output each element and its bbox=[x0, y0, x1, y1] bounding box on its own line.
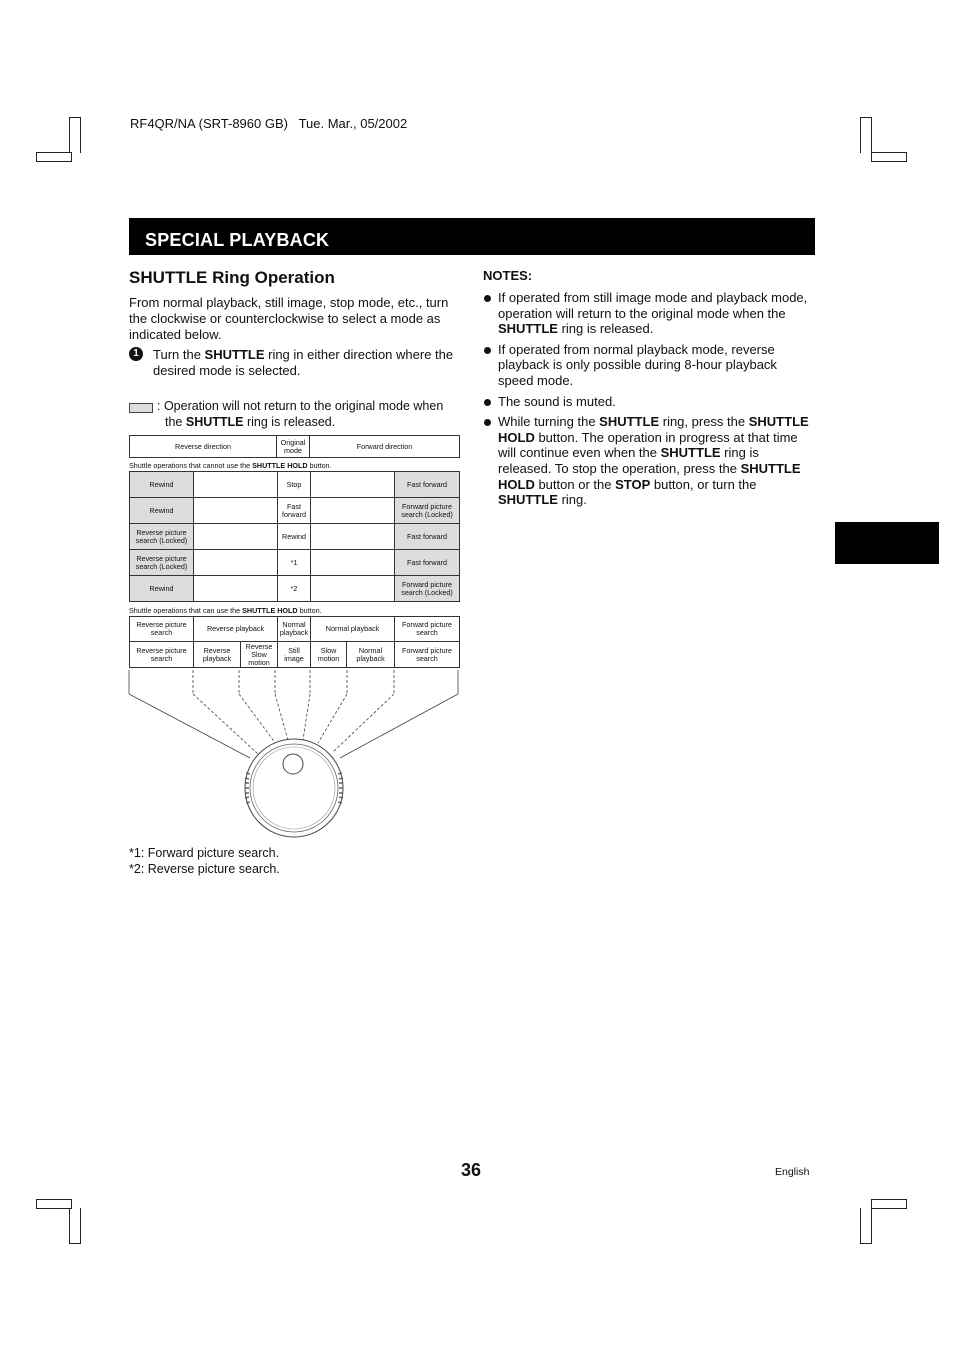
caption-no-hold: Shuttle operations that cannot use the SHUTTLE HOLD button. bbox=[129, 461, 332, 470]
table-cell: Reverse Slow motion bbox=[241, 642, 278, 668]
notes-title: NOTES: bbox=[483, 268, 533, 283]
no-hold-table bbox=[129, 471, 460, 602]
table-cell: Normal playback bbox=[278, 617, 311, 642]
table-cell: Fast forward bbox=[395, 472, 460, 498]
table-cell: Forward picture search (Locked) bbox=[395, 576, 460, 602]
table-cell bbox=[194, 576, 278, 602]
caption-hold: Shuttle operations that can use the SHUTTLE HOLD button. bbox=[129, 606, 322, 615]
note-item: If operated from still image mode and playback mode, operation will return to the original mode when the SHUTTLE ring is released. bbox=[483, 290, 815, 337]
table-cell: Stop bbox=[278, 472, 311, 498]
table-cell: Normal playback bbox=[347, 642, 395, 668]
footnote-2: *2: Reverse picture search. bbox=[129, 862, 280, 876]
crop-mark-bottom-right-v bbox=[860, 1208, 872, 1244]
table-cell: Reverse playback bbox=[194, 617, 278, 642]
step-number: 1 bbox=[129, 347, 143, 361]
document-id: RF4QR/NA (SRT-8960 GB) Tue. Mar., 05/2002 bbox=[130, 116, 408, 131]
hold-table bbox=[129, 616, 460, 668]
table-cell bbox=[311, 498, 395, 524]
page-number: 36 bbox=[461, 1160, 482, 1180]
note-item: The sound is muted. bbox=[483, 394, 815, 410]
page-title: SPECIAL PLAYBACK bbox=[145, 230, 330, 250]
table-cell: Reverse picture search bbox=[130, 617, 194, 642]
bullet-icon bbox=[484, 295, 491, 302]
legend-swatch bbox=[129, 403, 153, 413]
table-row bbox=[130, 617, 460, 642]
table-cell: Fast forward bbox=[278, 498, 311, 524]
table-cell: Forward picture search (Locked) bbox=[395, 498, 460, 524]
table-cell: Reverse playback bbox=[194, 642, 241, 668]
crop-mark-bottom-left-v bbox=[69, 1208, 81, 1244]
table-row bbox=[130, 576, 460, 602]
legend-text-2: the SHUTTLE ring is released. bbox=[165, 415, 336, 429]
table-row bbox=[130, 642, 460, 668]
bullet-icon bbox=[484, 399, 491, 406]
forward-direction-cell: Forward direction bbox=[310, 436, 460, 458]
footnote-1: *1: Forward picture search. bbox=[129, 846, 280, 860]
table-cell: Rewind bbox=[130, 498, 194, 524]
table-cell bbox=[194, 472, 278, 498]
table-cell: Fast forward bbox=[395, 550, 460, 576]
table-cell: Normal playback bbox=[311, 617, 395, 642]
table-row bbox=[130, 550, 460, 576]
chapter-tab bbox=[835, 522, 939, 564]
table-cell bbox=[311, 472, 395, 498]
table-cell: Still image bbox=[278, 642, 311, 668]
shuttle-ring-illustration bbox=[128, 668, 460, 843]
crop-mark-top-right-v bbox=[860, 117, 872, 153]
note-item: If operated from normal playback mode, reverse playback is only possible during 8-hour playback speed mode. bbox=[483, 342, 815, 389]
table-cell: Slow motion bbox=[311, 642, 347, 668]
step-text: Turn the SHUTTLE ring in either direction where the desired mode is selected. bbox=[153, 347, 454, 378]
table-cell bbox=[311, 550, 395, 576]
legend-text: : Operation will not return to the original mode when bbox=[157, 399, 444, 413]
table-cell: Forward picture search bbox=[395, 642, 460, 668]
direction-header-table bbox=[129, 435, 460, 458]
title-bar bbox=[129, 218, 815, 255]
reverse-direction-cell: Reverse direction bbox=[130, 436, 277, 458]
table-cell bbox=[311, 524, 395, 550]
table-cell bbox=[194, 550, 278, 576]
notes-list bbox=[483, 290, 815, 513]
table-cell bbox=[194, 524, 278, 550]
table-cell: Reverse picture search bbox=[130, 642, 194, 668]
bullet-icon bbox=[484, 347, 491, 354]
table-row bbox=[130, 498, 460, 524]
table-cell: Fast forward bbox=[395, 524, 460, 550]
crop-mark-bottom-left bbox=[36, 1199, 72, 1209]
table-cell: *1 bbox=[278, 550, 311, 576]
crop-mark-top-left-v bbox=[69, 117, 81, 153]
bullet-icon bbox=[484, 419, 491, 426]
table-cell: Rewind bbox=[130, 576, 194, 602]
table-cell: Reverse picture search (Locked) bbox=[130, 550, 194, 576]
table-row bbox=[130, 524, 460, 550]
crop-mark-top-left bbox=[36, 152, 72, 162]
intro-paragraph: From normal playback, still image, stop mode, etc., turn the clockwise or counterclockwise to select a mode as indicated below. bbox=[129, 295, 449, 342]
table-cell: Reverse picture search (Locked) bbox=[130, 524, 194, 550]
note-item: While turning the SHUTTLE ring, press the SHUTTLE HOLD button. The operation in progress at that time will continue even when the SHUTTLE ring is released. To stop the operation, press the SHUTTLE HOLD button or the STOP button, or turn the SHUTTLE ring. bbox=[483, 414, 815, 508]
table-cell bbox=[194, 498, 278, 524]
crop-mark-top-right bbox=[871, 152, 907, 162]
table-cell: Forward picture search bbox=[395, 617, 460, 642]
table-cell: Rewind bbox=[130, 472, 194, 498]
crop-mark-bottom-right bbox=[871, 1199, 907, 1209]
table-cell: Rewind bbox=[278, 524, 311, 550]
section-title: SHUTTLE Ring Operation bbox=[129, 268, 335, 287]
table-row bbox=[130, 472, 460, 498]
original-mode-cell: Original mode bbox=[277, 436, 310, 458]
table-cell bbox=[311, 576, 395, 602]
language-label: English bbox=[775, 1166, 810, 1178]
table-cell: *2 bbox=[278, 576, 311, 602]
